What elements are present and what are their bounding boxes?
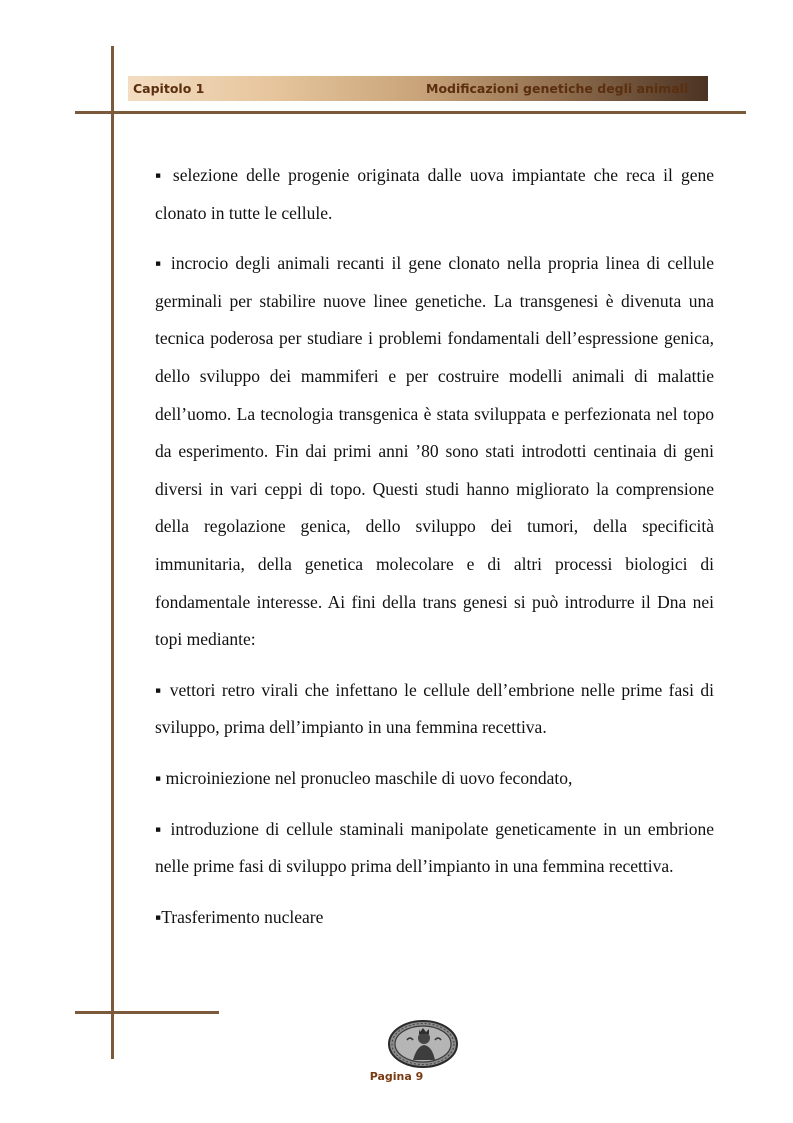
header-rule [75,111,746,114]
page-number: Pagina 9 [369,1070,424,1083]
chapter-label: Capitolo 1 [133,81,205,96]
paragraph: ▪ microiniezione nel pronucleo maschile di uovo fecondato, [155,767,573,788]
left-vertical-rule [111,46,114,1059]
paragraph: ▪ incrocio degli animali recanti il gene clonato nella propria linea di cellule germinali per stabilire nuove linee genetiche. La transgenesi è divenuta una tecnica poderosa per studiare i problemi fondamentali dell’espressione genica, dello sviluppo dei mammiferi e per costruire modelli animali di malattie dell’uomo. La tecnologia transgenica è stata sviluppata e perfezionata nel topo da esperimento. Fin dai primi anni ’80 sono stati introdotti centinaia di geni diversi in vari ceppi di topo. Questi studi hanno migliorato la comprensione della regolazione genica, dello sviluppo dei tumori, della specificità immunitaria, della genetica molecolare e di altri processi biologici di fondamentale interesse. Ai fini della trans genesi si può introdurre il Dna nei topi mediante: [155,253,714,650]
paragraph: ▪ introduzione di cellule staminali manipolate geneticamente in un embrione nelle prime fasi di sviluppo prima dell’impianto in una femmina recettiva. [155,818,714,877]
footer-rule [75,1011,219,1014]
running-header [128,76,708,101]
paragraph: ▪Trasferimento nucleare [155,906,324,927]
coin-portrait-seal-icon [387,1018,459,1068]
paragraph: ▪ vettori retro virali che infettano le cellule dell’embrione nelle prime fasi di sviluppo, prima dell’impianto in una femmina recettiva. [155,679,714,738]
chapter-title: Modificazioni genetiche degli animali [426,81,689,96]
paragraph: ▪ selezione delle progenie originata dalle uova impiantate che reca il gene clonato in tutte le cellule. [155,165,714,223]
body-text [155,157,714,949]
